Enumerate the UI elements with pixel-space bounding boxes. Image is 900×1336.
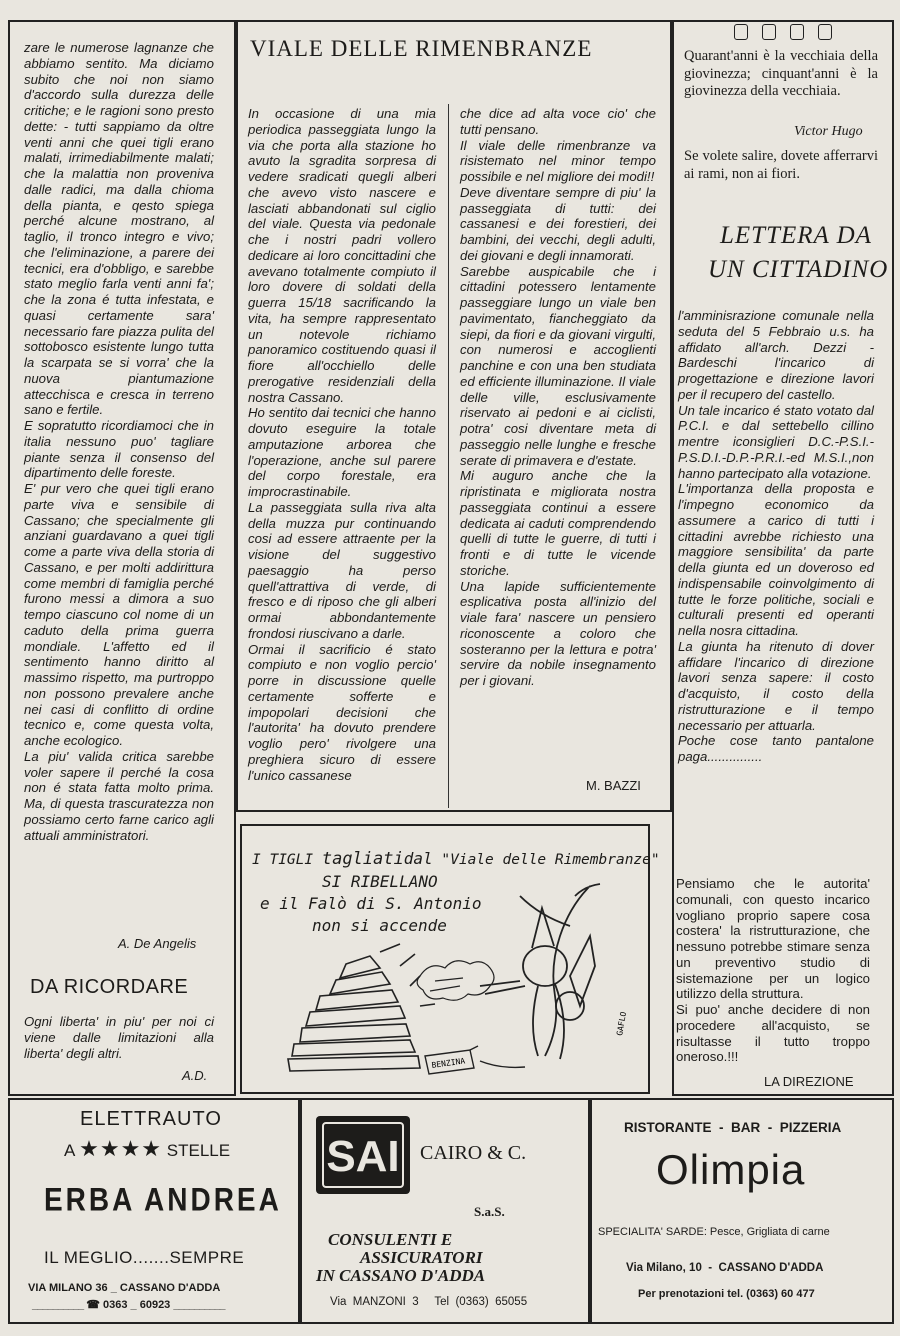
elettrauto-slogan: IL MEGLIO.......SEMPRE — [44, 1248, 245, 1267]
paragraph: Mi auguro anche che la ripristinata e migliorata nostra passeggiata continui a essere dedicata ai caduti comprendendo quelli di tutte le guerre, di tutti i fronti e di tutte le vicende storiche. — [460, 468, 656, 578]
paragraph: Ormai il sacrificio é stato compiuto e non voglio percio' porre in discussione quelle certamente sofferte e impopolari decisioni che l'autorita' ha dovuto prendere voglio pero' rivolgere una preghiera sicuro di essere l'unico cassanese — [248, 641, 436, 783]
column-divider — [448, 104, 449, 808]
elettrauto-name: ERBA ANDREA — [44, 1181, 282, 1218]
caption-line-4: non si accende — [312, 916, 447, 935]
sai-company: CAIRO & C. — [420, 1142, 527, 1164]
caption-line-3: e il Falò di S. Antonio — [260, 894, 482, 913]
sai-line-2: ASSICURATORI — [360, 1248, 483, 1267]
olimpia-booking: Per prenotazioni tel. (0363) 60 477 — [638, 1288, 815, 1300]
tree-figure-icon — [480, 884, 600, 1059]
paragraph: Il viale delle rimenbranze va risistemato nel minor tempo possibile e nel migliore dei modi!! — [460, 137, 656, 184]
elettrauto-phone-line: __________ ☎ 0363 _ 60923 __________ — [32, 1299, 225, 1311]
lettera-title-2: UN CITTADINO — [708, 256, 889, 283]
phone-icon: ☎ — [86, 1299, 100, 1311]
caption-line-1: I TIGLI tagliatidal "Viale delle Rimembranze" — [252, 849, 660, 869]
olimpia-name: Olimpia — [656, 1146, 806, 1193]
paragraph: Sarebbe auspicabile che i cittadini potessero lentamente passeggiare lungo un viale ben pavimentato, fiancheggiato da siepi, da fiori e da giovani virgulti, con numerosi e accoglienti panchine e con una ben studiata ed efficiente illuminazione. Il viale delle ville, esclusivamente riservato ai pedoni e ai ciclisti, potra' cosi diventare meta di passeggio nelle lunghe e fresche serate di primavera e d'estate. — [460, 263, 656, 468]
left-article-text — [24, 40, 214, 843]
ornament-icon — [790, 24, 804, 40]
stars-icon: ★★★★ — [79, 1136, 163, 1161]
paragraph: In occasione di una mia periodica passeggiata lungo la via che porta alla stazione ho avuto la sgradita sorpresa di vedere sradicati quegli alberi che avevo visto nascere e lasciati abbandonati sul ciglio del viale. Questa via pedonale che i nostri padri vollero dedicare ai loro concittadini che avevano totalmente compiuto il loro dovere di soldati della guerra 15/18 sacrificando la vita, ha sempre rappresentato un notevole richiamo panoramico costituendo quasi il fiore all'occhiello delle prerogative residenziali della nostra Cassano. — [248, 106, 436, 405]
direzione-text — [676, 876, 870, 1065]
da-ricordare-signature: A.D. — [182, 1068, 208, 1083]
paragraph: l'amminisrazione comunale nella seduta del 5 Febbraio u.s. ha affidato all'arch. Dezzi - Bardeschi l'incarico di progettazione e direzione lavori per il recupero del castello. — [678, 308, 874, 402]
lettera-title-1: LETTERA DA — [720, 222, 872, 249]
paragraph: E' pur vero che quei tigli erano parte viva e sensibile di Cassano; che specialmente gli anziani guardavano a quei tigli come a parte viva della storia di Cassano, e per molti addirittura come membri di famiglia perché furono messi a dimora a suo tempo ciascuno col nome di un caduto della prima guerra mondiale. L'affetto ed il sentimento hanno diritto al massimo rispetto, ma purtroppo non possono prevalere anche nei casi di conflitto di ordine tecnico e, come questa volta, anche ecologico. — [24, 481, 214, 748]
paragraph: L'importanza della proposta e l'impegno economico da assumere a carico di tutti i cittadini avrebbe richiesto una maggiore sensibilita' da parte della giunta ed un doveroso ed indispensabile coinvolgimento di tutte le forze politiche, sociali e culturali presenti ed operanti nella nosra cittadina. — [678, 481, 874, 638]
ornament-icon — [762, 24, 776, 40]
sai-line-3: IN CASSANO D'ADDA — [316, 1266, 486, 1285]
olimpia-address: Via Milano, 10 - CASSANO D'ADDA — [626, 1262, 824, 1274]
paragraph: La giunta ha ritenuto di dover affidare l'incarico di direzione lavori senza sapere: il costo d'acquisto, il costo della ristrutturazione e il tempo necessario per attuarla. — [678, 638, 874, 733]
da-ricordare-heading: DA RICORDARE — [30, 976, 189, 998]
viale-column-2 — [460, 106, 656, 689]
paragraph: Un tale incarico é stato votato dal P.C.I. e dal settebello cillino mentre iconsiglieri D.C.-P.S.I.-P.S.D.I.-D.P.-P.R.I.-ed M.S.I.,non hanno partecipato alla votazione. — [678, 402, 874, 481]
hugo-author: Victor Hugo — [794, 124, 863, 139]
artist-signature: GAFLO — [615, 1011, 629, 1037]
viale-title: VIALE DELLE RIMENBRANZE — [250, 36, 593, 61]
sai-sas: S.a.S. — [474, 1204, 505, 1219]
elettrauto-stars-line: A ★★★★ STELLE — [64, 1136, 231, 1161]
lettera-text — [678, 308, 874, 765]
paragraph: Poche cose tanto pantalone paga............... — [678, 733, 874, 764]
direzione-signature: LA DIREZIONE — [764, 1074, 854, 1089]
ornament-row — [734, 24, 834, 40]
caption-line-2: SI RIBELLANO — [322, 872, 438, 891]
paragraph: Una lapide sufficientemente esplicativa posta all'inizio del viale fara' nascere un pensiero riconoscente a coloro che sosteranno per la lettura e potra' servire da nobile insegnamento per i giovani. — [460, 578, 656, 688]
woodpile-icon — [288, 944, 435, 1071]
hugo-quote: Quarant'anni è la vecchiaia della giovinezza; cinquant'anni è la giovinezza della vecchiaia. — [684, 48, 878, 99]
saying: Se volete salire, dovete afferrarvi ai rami, non ai fiori. — [684, 148, 878, 182]
paragraph: E sopratutto ricordiamoci che in italia nessuno puo' tagliare piante senza il consenso del dipartimento delle foreste. — [24, 418, 214, 481]
viale-signature: M. BAZZI — [586, 778, 641, 793]
left-article — [24, 40, 214, 843]
paragraph: La piu' valida critica sarebbe voler sapere il perché la cosa non é stata fatta molto prima. Ma, di questa trascuratezza non possiamo certo farne carico agli attuali amministratori. — [24, 748, 214, 843]
ornament-icon — [818, 24, 832, 40]
sai-address: Via MANZONI 3 Tel (0363) 65055 — [330, 1296, 528, 1308]
cartoon-illustration — [270, 856, 640, 1086]
olimpia-specialita: SPECIALITA' SARDE: Pesce, Grigliata di carne — [598, 1226, 830, 1238]
paragraph: zare le numerose lagnanze che abbiamo sentito. Ma diciamo subito che noi non siamo d'accordo sulla durezza delle critiche; e le ragioni sono presto dette: - tutti sappiamo da oltre venti anni che quei tigli erano malati, irrimediabilmente malati; che la malattia non proveniva dalle radici, ma dalla chioma della pianta, e qesto spiega perché alcune mostrano, al taglio, il tronco integro e vivo; che l'eliminazione, a parere dei tecnici, era d'obbligo, e sarebbe stato meglio farla venti anni fa'; che la zona é tutta infestata, e quasi certamente sara' necessario fare piazza pulita del sottobosco esistente lungo tutta la scarpata se si vorra' che la nuova piantumazione attecchisca e cresca in terreno sano e fertile. — [24, 40, 214, 418]
sai-line-1: CONSULENTI E — [328, 1230, 453, 1249]
left-article-signature: A. De Angelis — [118, 936, 197, 951]
paragraph: La passeggiata sulla riva alta della muzza pur continuando cosi ad essere attraente per la visione del suggestivo paesaggio ha perso quell'attrattiva di verde, di fresco e di riposo che gli alberi ormai abbondantemente frondosi riuscivano a darle. — [248, 499, 436, 641]
sai-logo-text: SAI — [322, 1122, 404, 1188]
paragraph: Pensiamo che le autorita' comunali, con questo incarico vogliano proprio sapere cosa costera' la ristrutturazione, che nessuno potrebbe stimare senza un preventivo studio di sistemazione per un logico utilizzo della struttura. — [676, 876, 870, 1002]
elettrauto-address: VIA MILANO 36 _ CASSANO D'ADDA — [28, 1282, 221, 1294]
paragraph: che dice ad alta voce cio' che tutti pensano. — [460, 106, 656, 137]
paragraph: Ho sentito dai tecnici che hanno dovuto eseguire la totale amputazione arborea che l'operazione, anche sul parere del corpo forestale, era improcrastinabile. — [248, 405, 436, 499]
paragraph: Deve diventare sempre di piu' la passeggiata di tutti: dei cassanesi e dei forestieri, dei bambini, dei vecchi, degli adulti, dei giovani e degli innamorati. — [460, 184, 656, 263]
smoke-icon — [417, 961, 494, 1000]
gas-can-label: BENZINA — [431, 1056, 466, 1070]
ornament-icon — [734, 24, 748, 40]
viale-column-1 — [248, 106, 436, 783]
paragraph: Si puo' anche decidere di non procedere all'acquisto, se risultasse il tutto troppo oneroso.!!! — [676, 1002, 870, 1065]
da-ricordare-text: Ogni liberta' in piu' per noi ci viene dalle limitazioni alla liberta' degli altri. — [24, 1014, 214, 1061]
olimpia-header: RISTORANTE - BAR - PIZZERIA — [624, 1120, 842, 1135]
elettrauto-title: ELETTRAUTO — [80, 1108, 222, 1130]
